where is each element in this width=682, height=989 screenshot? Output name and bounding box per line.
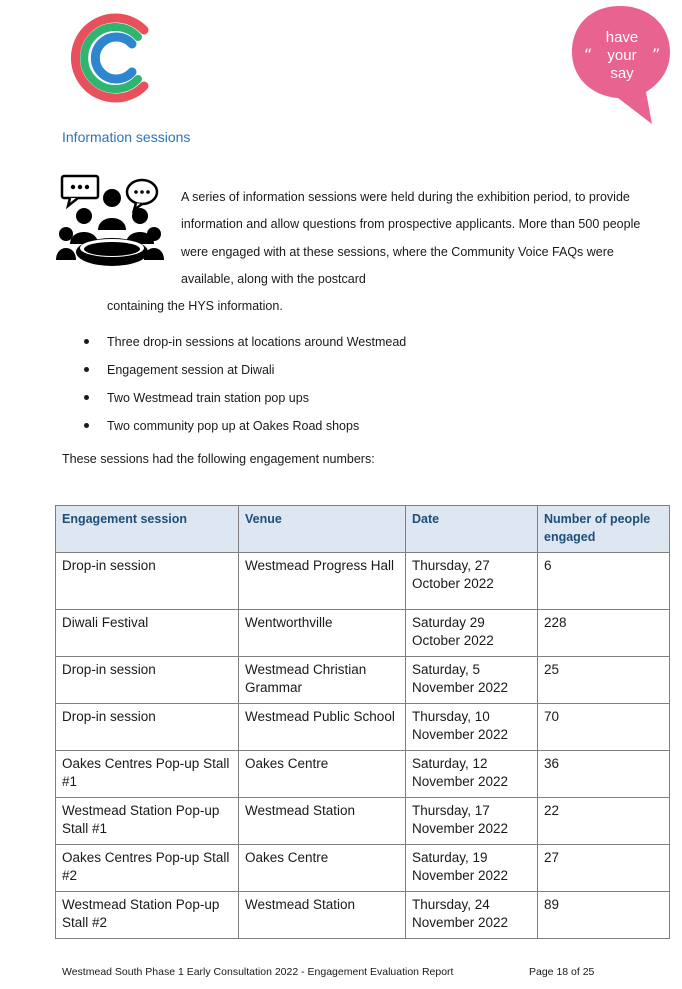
table-cell: Thursday, 17 November 2022 bbox=[406, 798, 538, 845]
table-cell: Thursday, 10 November 2022 bbox=[406, 704, 538, 751]
table-row bbox=[56, 751, 670, 798]
bullet-icon bbox=[84, 367, 89, 372]
footer-page-number: Page 18 of 25 bbox=[529, 966, 595, 978]
table-cell: Westmead Station bbox=[239, 798, 406, 845]
table-row bbox=[56, 845, 670, 892]
svg-text:“: “ bbox=[584, 45, 593, 64]
table-row bbox=[56, 610, 670, 657]
table-cell: Saturday 29 October 2022 bbox=[406, 610, 538, 657]
intro-paragraph-tail: containing the HYS information. bbox=[107, 299, 283, 313]
table-cell: Westmead Station Pop-up Stall #2 bbox=[56, 892, 239, 939]
table-cell: 25 bbox=[538, 657, 670, 704]
table-row bbox=[56, 704, 670, 751]
table-cell: Wentworthville bbox=[239, 610, 406, 657]
table-cell: 6 bbox=[538, 553, 670, 610]
table-row bbox=[56, 798, 670, 845]
session-bullet-list bbox=[84, 329, 406, 441]
bullet-icon bbox=[84, 423, 89, 428]
table-cell: Thursday, 27 October 2022 bbox=[406, 553, 538, 610]
table-cell: Saturday, 5 November 2022 bbox=[406, 657, 538, 704]
table-cell: Saturday, 19 November 2022 bbox=[406, 845, 538, 892]
hys-line-1: have bbox=[605, 29, 639, 46]
table-row bbox=[56, 553, 670, 610]
list-item bbox=[84, 413, 406, 441]
list-item bbox=[84, 329, 406, 357]
list-item bbox=[84, 385, 406, 413]
table-cell: Oakes Centre bbox=[239, 751, 406, 798]
engagement-table bbox=[55, 505, 670, 939]
table-row bbox=[56, 657, 670, 704]
footer-report-title: Westmead South Phase 1 Early Consultation 2022 - Engagement Evaluation Report bbox=[62, 966, 454, 978]
column-header: Engagement session bbox=[56, 506, 239, 553]
meeting-discussion-icon bbox=[56, 172, 164, 268]
table-row bbox=[56, 892, 670, 939]
bullet-icon bbox=[84, 395, 89, 400]
list-item-text: Engagement session at Diwali bbox=[107, 363, 275, 377]
table-cell: 22 bbox=[538, 798, 670, 845]
table-header-row bbox=[56, 506, 670, 553]
community-voice-logo bbox=[62, 8, 158, 108]
table-cell: 36 bbox=[538, 751, 670, 798]
intro-paragraph: A series of information sessions were held during the exhibition period, to provide information and allow questions from prospective applicants. More than 500 people were engaged with at these sessions, where the Community Voice FAQs were available, along with the postcard bbox=[181, 190, 641, 287]
table-cell: Westmead Station Pop-up Stall #1 bbox=[56, 798, 239, 845]
table-cell: Drop-in session bbox=[56, 657, 239, 704]
svg-text:”: ” bbox=[652, 45, 661, 64]
table-cell: Drop-in session bbox=[56, 704, 239, 751]
list-item bbox=[84, 357, 406, 385]
table-cell: Drop-in session bbox=[56, 553, 239, 610]
table-cell: Westmead Station bbox=[239, 892, 406, 939]
list-item-text: Three drop-in sessions at locations around Westmead bbox=[107, 335, 407, 349]
table-cell: 27 bbox=[538, 845, 670, 892]
section-heading: Information sessions bbox=[62, 129, 191, 145]
column-header: Venue bbox=[239, 506, 406, 553]
table-cell: Oakes Centres Pop-up Stall #2 bbox=[56, 845, 239, 892]
have-your-say-logo bbox=[566, 2, 674, 126]
table-cell: Diwali Festival bbox=[56, 610, 239, 657]
table-cell: Thursday, 24 November 2022 bbox=[406, 892, 538, 939]
table-cell: Westmead Progress Hall bbox=[239, 553, 406, 610]
column-header: Date bbox=[406, 506, 538, 553]
column-header: Number of people engaged bbox=[538, 506, 670, 553]
hys-line-3: say bbox=[610, 65, 634, 82]
table-cell: Oakes Centres Pop-up Stall #1 bbox=[56, 751, 239, 798]
table-cell: Oakes Centre bbox=[239, 845, 406, 892]
table-lead-text: These sessions had the following engagement numbers: bbox=[62, 452, 375, 466]
list-item-text: Two Westmead train station pop ups bbox=[107, 391, 309, 405]
table-cell: Saturday, 12 November 2022 bbox=[406, 751, 538, 798]
table-cell: Westmead Christian Grammar bbox=[239, 657, 406, 704]
list-item-text: Two community pop up at Oakes Road shops bbox=[107, 419, 360, 433]
bullet-icon bbox=[84, 339, 89, 344]
hys-line-2: your bbox=[607, 47, 637, 64]
table-cell: 228 bbox=[538, 610, 670, 657]
table-cell: 70 bbox=[538, 704, 670, 751]
table-cell: Westmead Public School bbox=[239, 704, 406, 751]
table-cell: 89 bbox=[538, 892, 670, 939]
